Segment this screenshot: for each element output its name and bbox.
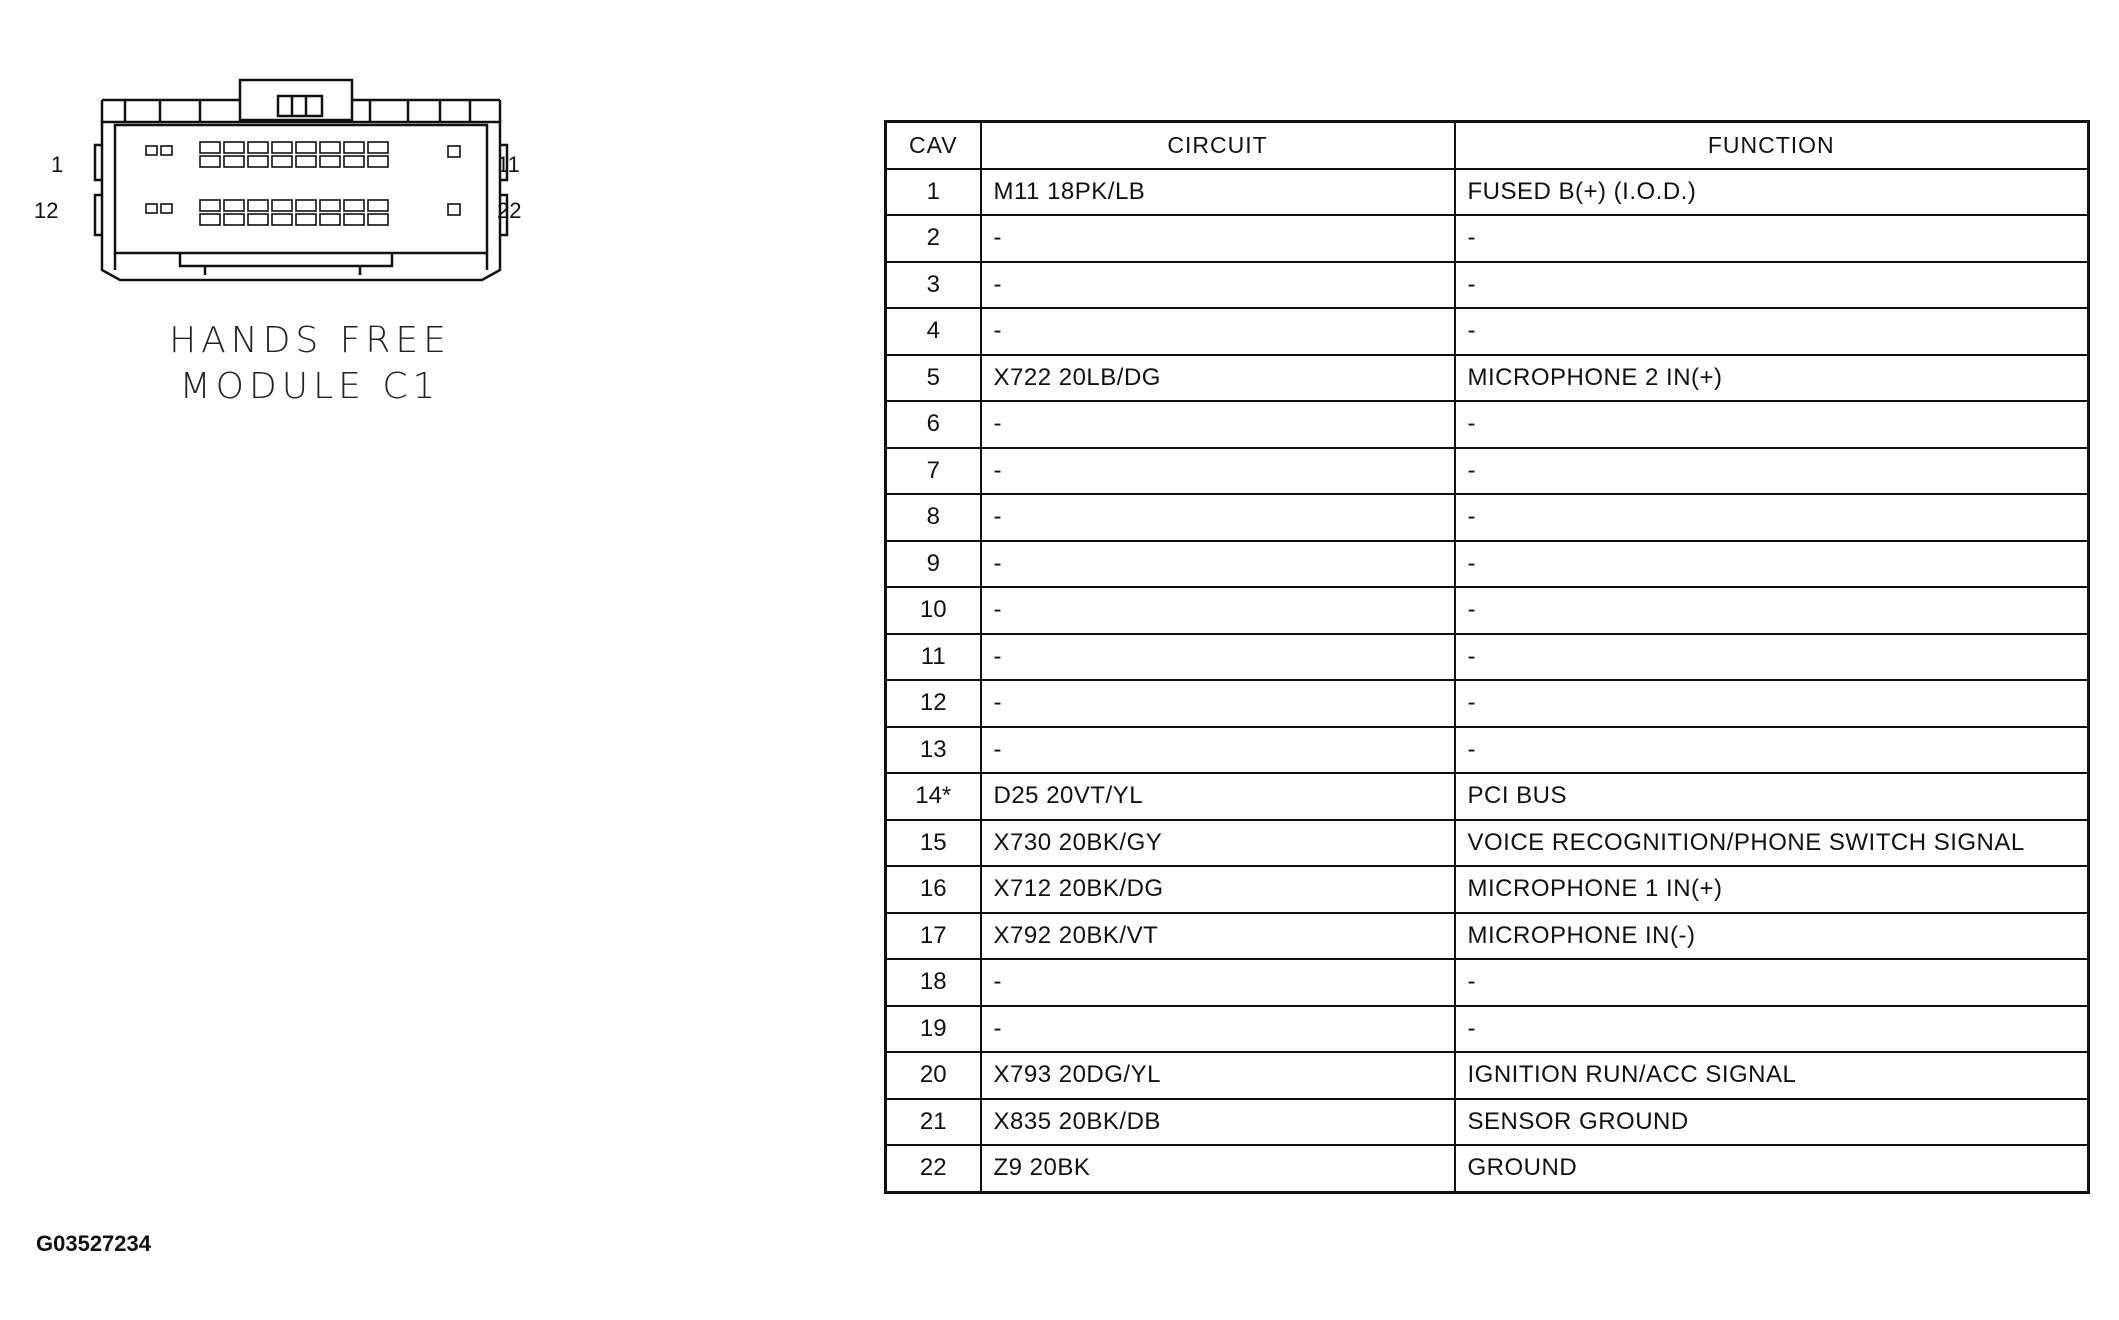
pin-cavity [368, 142, 388, 153]
table-row [886, 773, 2089, 820]
circuit-cell: - [981, 959, 1455, 1006]
pin-cavity [200, 142, 220, 153]
table-row [886, 959, 2089, 1006]
pin-cavity [296, 156, 316, 167]
circuit-cell: - [981, 401, 1455, 448]
function-cell: - [1455, 634, 2089, 681]
pin-cavity [320, 214, 340, 225]
pin-cavity [344, 142, 364, 153]
table-row [886, 355, 2089, 402]
cav-cell: 19 [886, 1006, 981, 1053]
function-cell: - [1455, 215, 2089, 262]
function-cell: MICROPHONE 2 IN(+) [1455, 355, 2089, 402]
pin-cavity [320, 156, 340, 167]
cav-cell: 1 [886, 169, 981, 216]
pin-cavity [200, 156, 220, 167]
pin-cavity [320, 200, 340, 211]
table-row [886, 680, 2089, 727]
cav-cell: 7 [886, 448, 981, 495]
cav-cell: 14* [886, 773, 981, 820]
pin-cavity [248, 156, 268, 167]
cav-cell: 18 [886, 959, 981, 1006]
circuit-cell: - [981, 1006, 1455, 1053]
pin-cavity [344, 214, 364, 225]
connector-face-diagram [30, 70, 510, 300]
pin-cavity [344, 156, 364, 167]
pin-cavity [272, 142, 292, 153]
pin-cavity [296, 142, 316, 153]
cav-cell: 22 [886, 1145, 981, 1192]
pin-cavity [448, 204, 460, 215]
table-row [886, 1099, 2089, 1146]
function-cell: PCI BUS [1455, 773, 2089, 820]
table-row [886, 1052, 2089, 1099]
pin-cavity [200, 200, 220, 211]
pin-cavity [161, 204, 172, 213]
function-cell: FUSED B(+) (I.O.D.) [1455, 169, 2089, 216]
cav-cell: 20 [886, 1052, 981, 1099]
function-cell: - [1455, 959, 2089, 1006]
pin-cavity [224, 214, 244, 225]
circuit-cell: - [981, 215, 1455, 262]
pin-cavity [224, 156, 244, 167]
connector-title-line1: HANDS FREE [169, 320, 451, 361]
circuit-cell: - [981, 262, 1455, 309]
circuit-cell: X792 20BK/VT [981, 913, 1455, 960]
function-cell: - [1455, 587, 2089, 634]
table-row [886, 448, 2089, 495]
pin-cavity [248, 142, 268, 153]
circuit-cell: - [981, 587, 1455, 634]
cav-cell: 21 [886, 1099, 981, 1146]
circuit-cell: D25 20VT/YL [981, 773, 1455, 820]
table-row [886, 262, 2089, 309]
table-row [886, 913, 2089, 960]
pin-cavity [146, 146, 157, 155]
pin-label-22: 22 [497, 198, 522, 223]
pin-cavity [272, 200, 292, 211]
pin-label-12: 12 [34, 198, 59, 223]
cav-cell: 9 [886, 541, 981, 588]
header-circuit: CIRCUIT [981, 122, 1455, 169]
pin-cavity [248, 200, 268, 211]
circuit-cell: - [981, 634, 1455, 681]
header-function: FUNCTION [1455, 122, 2089, 169]
cav-cell: 10 [886, 587, 981, 634]
circuit-cell: - [981, 680, 1455, 727]
circuit-cell: X722 20LB/DG [981, 355, 1455, 402]
function-cell: - [1455, 448, 2089, 495]
table-row [886, 215, 2089, 262]
pin-cavity [368, 156, 388, 167]
table-row [886, 866, 2089, 913]
table-row [886, 308, 2089, 355]
table-row [886, 1006, 2089, 1053]
pin-cavity [368, 200, 388, 211]
circuit-cell: - [981, 448, 1455, 495]
circuit-cell: X712 20BK/DG [981, 866, 1455, 913]
header-cav: CAV [886, 122, 981, 169]
function-cell: - [1455, 1006, 2089, 1053]
circuit-cell: Z9 20BK [981, 1145, 1455, 1192]
table-row [886, 494, 2089, 541]
cav-cell: 8 [886, 494, 981, 541]
function-cell: - [1455, 727, 2089, 774]
pinout-table [884, 120, 2090, 1194]
function-cell: MICROPHONE 1 IN(+) [1455, 866, 2089, 913]
circuit-cell: - [981, 541, 1455, 588]
function-cell: - [1455, 262, 2089, 309]
pin-cavity [368, 214, 388, 225]
pin-cavity [448, 146, 460, 157]
cav-cell: 4 [886, 308, 981, 355]
circuit-cell: - [981, 308, 1455, 355]
table-row [886, 727, 2089, 774]
pin-cavity [146, 204, 157, 213]
function-cell: - [1455, 401, 2089, 448]
cav-cell: 16 [886, 866, 981, 913]
circuit-cell: M11 18PK/LB [981, 169, 1455, 216]
pin-cavity [272, 156, 292, 167]
connector-title [160, 318, 460, 410]
circuit-cell: - [981, 727, 1455, 774]
cav-cell: 13 [886, 727, 981, 774]
function-cell: - [1455, 680, 2089, 727]
function-cell: MICROPHONE IN(-) [1455, 913, 2089, 960]
function-cell: - [1455, 494, 2089, 541]
pin-cavity [296, 214, 316, 225]
cav-cell: 11 [886, 634, 981, 681]
cav-cell: 5 [886, 355, 981, 402]
table-header-row [886, 122, 2089, 169]
table-row [886, 1145, 2089, 1192]
pin-cavity [224, 200, 244, 211]
function-cell: VOICE RECOGNITION/PHONE SWITCH SIGNAL [1455, 820, 2089, 867]
pin-cavity [248, 214, 268, 225]
pin-cavity [320, 142, 340, 153]
cav-cell: 12 [886, 680, 981, 727]
cav-cell: 15 [886, 820, 981, 867]
circuit-cell: X793 20DG/YL [981, 1052, 1455, 1099]
pin-cavity [200, 214, 220, 225]
circuit-cell: X835 20BK/DB [981, 1099, 1455, 1146]
function-cell: - [1455, 308, 2089, 355]
cav-cell: 6 [886, 401, 981, 448]
pin-label-11: 11 [497, 152, 520, 177]
table-row [886, 541, 2089, 588]
table-row [886, 634, 2089, 681]
table-row [886, 401, 2089, 448]
function-cell: GROUND [1455, 1145, 2089, 1192]
cav-cell: 2 [886, 215, 981, 262]
pin-cavity [272, 214, 292, 225]
function-cell: IGNITION RUN/ACC SIGNAL [1455, 1052, 2089, 1099]
pin-cavity [296, 200, 316, 211]
pin-cavity [344, 200, 364, 211]
circuit-cell: - [981, 494, 1455, 541]
function-cell: SENSOR GROUND [1455, 1099, 2089, 1146]
table-row [886, 587, 2089, 634]
connector-title-line2: MODULE C1 [179, 366, 441, 407]
table-row [886, 820, 2089, 867]
pin-cavity [161, 146, 172, 155]
function-cell: - [1455, 541, 2089, 588]
pin-label-1: 1 [51, 152, 64, 177]
cav-cell: 3 [886, 262, 981, 309]
figure-id: G03527234 [36, 1231, 151, 1256]
circuit-cell: X730 20BK/GY [981, 820, 1455, 867]
cav-cell: 17 [886, 913, 981, 960]
table-row [886, 169, 2089, 216]
pin-cavity [224, 142, 244, 153]
